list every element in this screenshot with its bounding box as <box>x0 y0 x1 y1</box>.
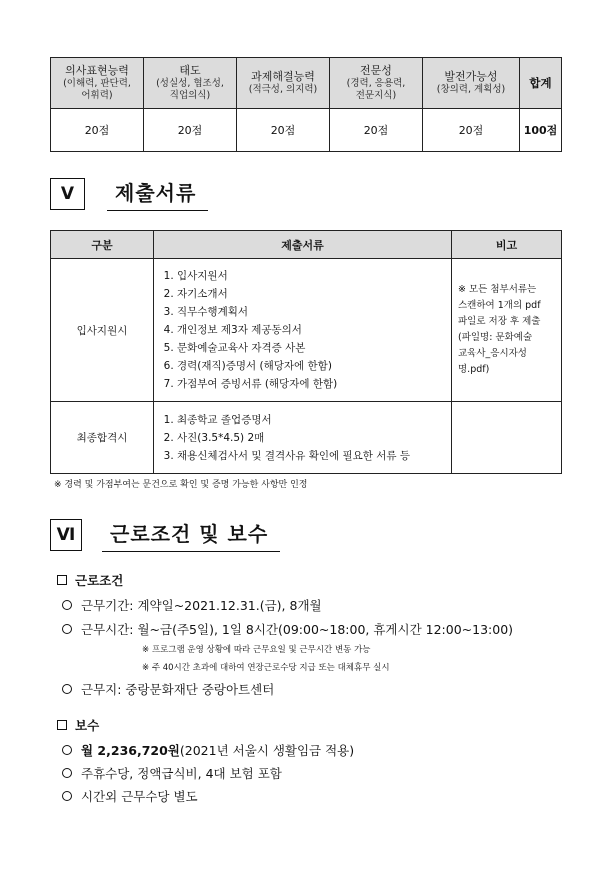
pay-overtime: 시간외 근무수당 별도 <box>62 787 198 805</box>
docs-header-category: 구분 <box>51 231 154 259</box>
score-header: 전문성 (경력, 응용력, 전문지식) <box>330 58 423 109</box>
work-place: 근무지: 중랑문화재단 중랑아트센터 <box>62 680 274 698</box>
section-5-heading <box>50 177 208 211</box>
docs-category: 입사지원시 <box>51 259 154 402</box>
pay-heading: 보수 <box>57 716 99 734</box>
documents-table <box>50 230 562 474</box>
table-row <box>51 402 562 474</box>
circle-bullet-icon <box>62 684 72 694</box>
list-item: 1. 최종학교 졸업증명서 <box>177 411 450 429</box>
pay-amount: 월 2,236,720원 (2021년 서울시 생활임금 적용) <box>62 741 354 759</box>
section-5-number: Ⅴ <box>50 178 85 210</box>
score-header: 의사표현능력 (이해력, 판단력, 어휘력) <box>51 58 144 109</box>
list-item: 3. 채용신체검사서 및 결격사유 확인에 필요한 서류 등 <box>177 447 450 465</box>
square-bullet-icon <box>57 720 67 730</box>
section-5-title: 제출서류 <box>107 177 208 211</box>
docs-note: ※ 모든 첨부서류는 스캔하여 1개의 pdf 파일로 저장 후 제출 (파일명: 문화예술 교육사_응시자성명.pdf) <box>452 259 562 402</box>
total-header: 합계 <box>520 58 562 109</box>
score-cell: 20점 <box>51 109 144 152</box>
docs-list <box>155 267 450 393</box>
table-row <box>51 259 562 402</box>
score-cell: 20점 <box>144 109 237 152</box>
docs-category: 최종합격시 <box>51 402 154 474</box>
score-cell: 20점 <box>237 109 330 152</box>
section-6-number: Ⅵ <box>50 519 82 551</box>
docs-footnote: ※ 경력 및 가점부여는 문건으로 확인 및 증명 가능한 사항만 인정 <box>54 480 308 490</box>
score-table <box>50 57 562 152</box>
score-cell: 20점 <box>423 109 520 152</box>
work-period: 근무기간: 계약일~2021.12.31.(금), 8개월 <box>62 596 322 614</box>
list-item: 5. 문화예술교육사 자격증 사본 <box>177 339 450 357</box>
score-header: 태도 (성실성, 협조성, 직업의식) <box>144 58 237 109</box>
square-bullet-icon <box>57 575 67 585</box>
docs-list <box>155 411 450 465</box>
docs-header-note: 비고 <box>452 231 562 259</box>
docs-note-empty <box>452 402 562 474</box>
circle-bullet-icon <box>62 745 72 755</box>
list-item: 2. 사진(3.5*4.5) 2매 <box>177 429 450 447</box>
list-item: 4. 개인정보 제3자 제공동의서 <box>177 321 450 339</box>
docs-list-cell <box>154 402 452 474</box>
score-header: 과제해결능력 (적극성, 의지력) <box>237 58 330 109</box>
hours-note-1: ※ 프로그램 운영 상황에 따라 근무요일 및 근무시간 변동 가능 <box>142 645 371 655</box>
list-item: 7. 가점부여 증빙서류 (해당자에 한함) <box>177 375 450 393</box>
circle-bullet-icon <box>62 600 72 610</box>
conditions-heading: 근로조건 <box>57 571 123 589</box>
docs-header-documents: 제출서류 <box>154 231 452 259</box>
pay-allowances: 주휴수당, 정액급식비, 4대 보험 포함 <box>62 764 282 782</box>
hours-note-2: ※ 주 40시간 초과에 대하여 연장근로수당 지급 또는 대체휴무 실시 <box>142 663 390 673</box>
list-item: 3. 직무수행계획서 <box>177 303 450 321</box>
list-item: 2. 자기소개서 <box>177 285 450 303</box>
section-6-title: 근로조건 및 보수 <box>102 518 280 552</box>
list-item: 1. 입사지원서 <box>177 267 450 285</box>
list-item: 6. 경력(재직)증명서 (해당자에 한함) <box>177 357 450 375</box>
circle-bullet-icon <box>62 768 72 778</box>
score-cell: 20점 <box>330 109 423 152</box>
score-header: 발전가능성 (창의력, 계획성) <box>423 58 520 109</box>
circle-bullet-icon <box>62 791 72 801</box>
circle-bullet-icon <box>62 624 72 634</box>
docs-list-cell <box>154 259 452 402</box>
section-6-heading <box>50 518 280 552</box>
work-hours: 근무시간: 월~금(주5일), 1일 8시간(09:00~18:00, 휴게시간 12:00~13:00) <box>62 620 513 638</box>
total-score: 100점 <box>520 109 562 152</box>
